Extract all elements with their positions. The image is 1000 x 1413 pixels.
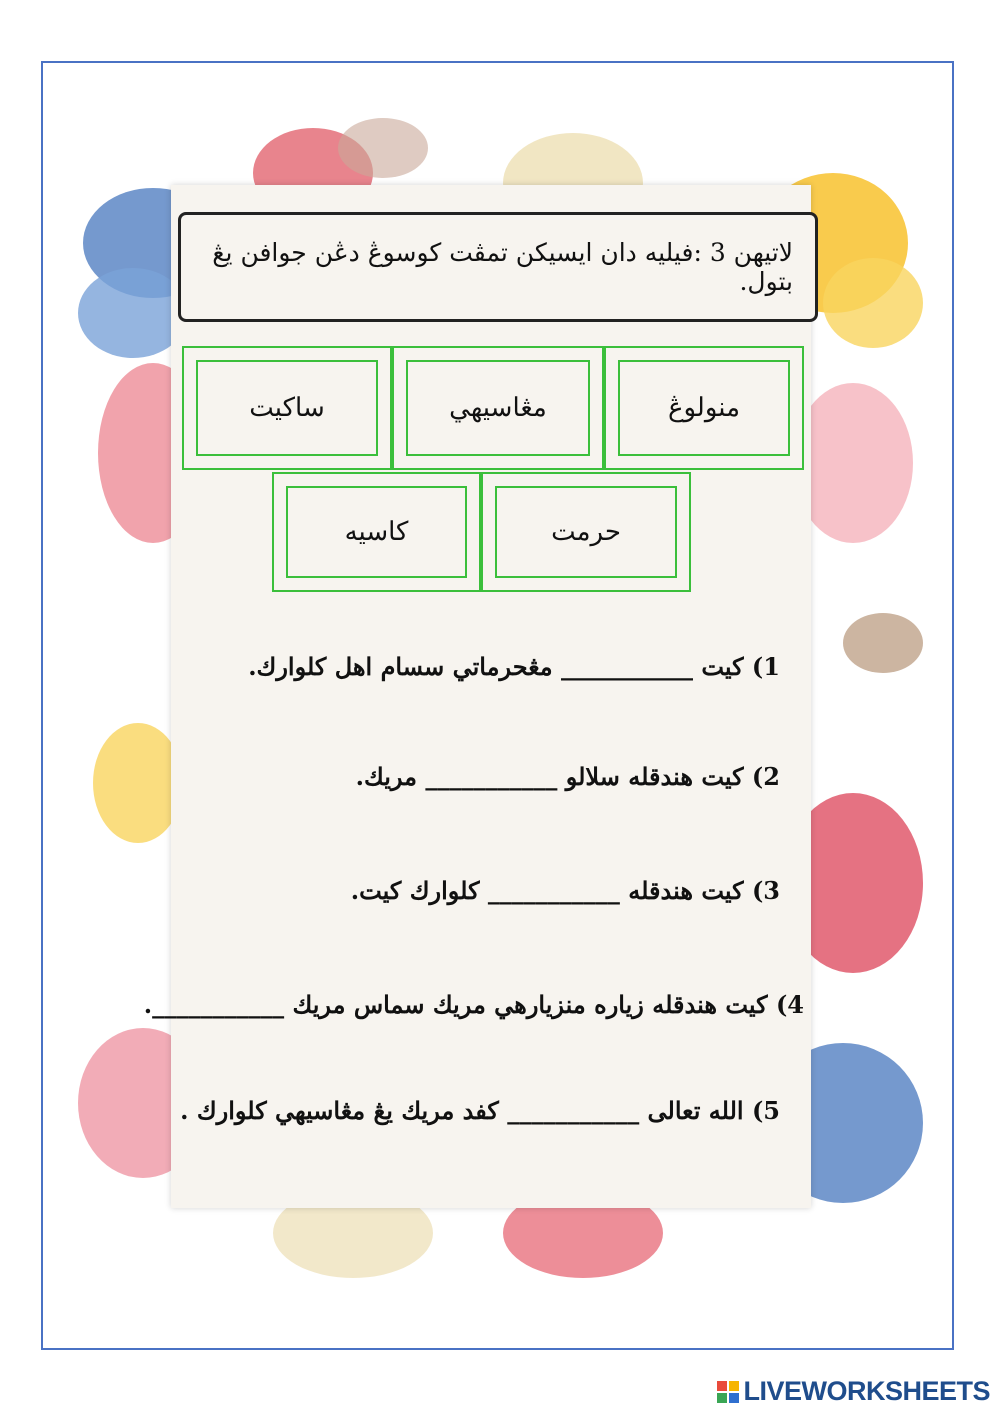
worksheet-paper (171, 185, 811, 1208)
instruction-text: لاتيهن 3 :فيليه دان ايسيكن تمڤت كوسوڠ دڠن جوافن يڠ بتول. (212, 238, 793, 296)
word-label: منولوڠ (667, 393, 741, 423)
liveworksheets-logo-icon (717, 1381, 739, 1403)
question-5: 5) الله تعالى ___________ كفد مريك يڠ مڠاسيهي كلوارك . (180, 1096, 780, 1125)
word-box[interactable] (604, 346, 804, 470)
question-1: 1) كيت ___________ مڠحرماتي سسام اهل كلوارك. (248, 652, 780, 681)
word-label: حرمت (551, 517, 621, 547)
word-label: مڠاسيهي (449, 393, 547, 423)
word-box[interactable] (182, 346, 392, 470)
instruction-box (178, 212, 818, 322)
liveworksheets-brand[interactable] (717, 1376, 990, 1407)
question-4: 4) كيت هندقله زياره منزيارهي مريك سماس مريك ___________. (143, 990, 804, 1019)
question-3: 3) كيت هندقله ___________ كلوارك كيت. (350, 876, 780, 905)
word-label: كاسيه (344, 517, 409, 547)
word-box[interactable] (481, 472, 691, 592)
word-box[interactable] (272, 472, 481, 592)
word-box[interactable] (392, 346, 604, 470)
question-2: 2) كيت هندقله سلالو ___________ مريك. (355, 762, 780, 791)
brand-name: LIVEWORKSHEETS (743, 1376, 990, 1406)
word-label: ساكيت (249, 393, 325, 423)
